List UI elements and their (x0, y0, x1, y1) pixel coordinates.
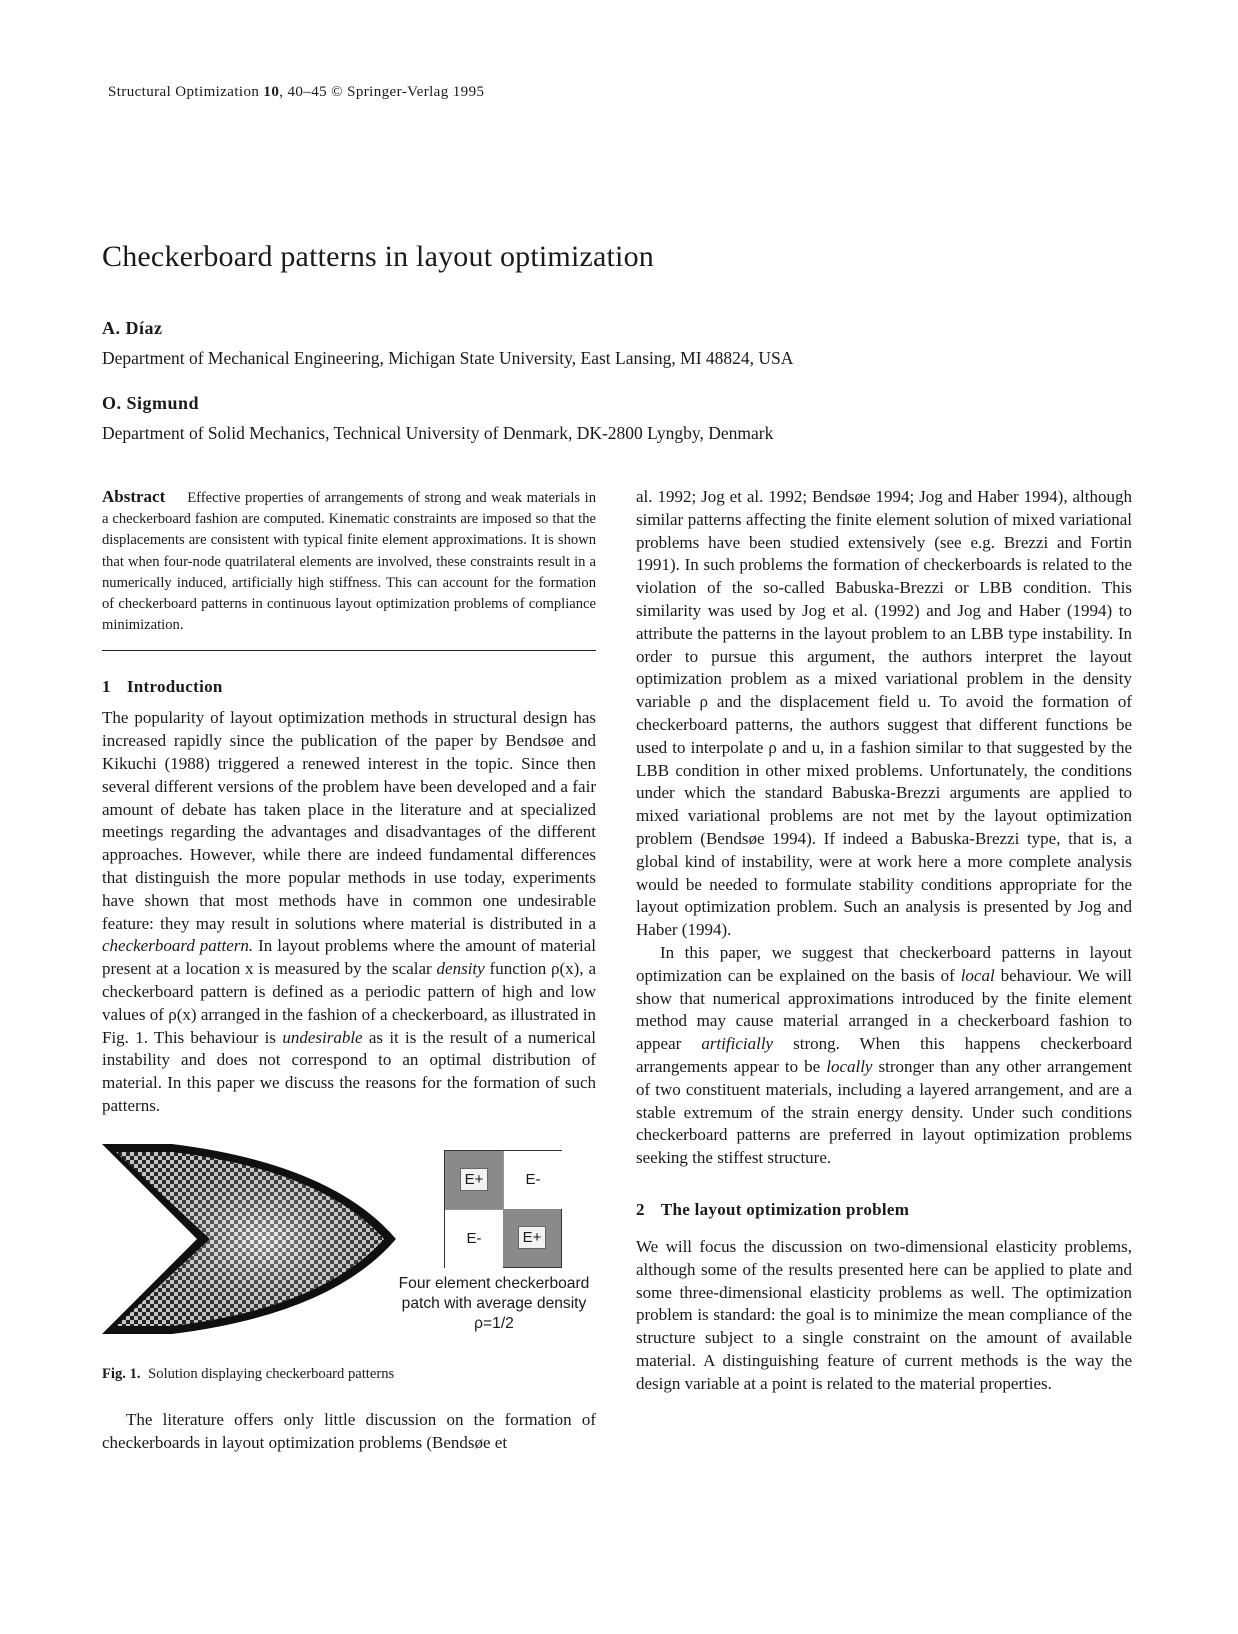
left-column (102, 486, 596, 1454)
journal-volume: 10 (263, 84, 280, 100)
body-paragraph: We will focus the discussion on two-dimensional elasticity problems, although some of the results presented here can be applied to plate and some three-dimensional elasticity problems as well. The optimization problem is standard: the goal is to minimize the mean compliance of the structure subject to a single constraint on the amount of available material. A distinguishing feature of current methods is the way the design variable at a point is related to the material properties. (636, 1236, 1132, 1393)
figure-1 (102, 1144, 596, 1344)
patch-cell: E+ (445, 1151, 503, 1209)
section-heading (636, 1200, 1132, 1220)
abstract-divider (102, 650, 596, 651)
intro-paragraph: The popularity of layout optimization methods in structural design has increased rapidly since the publication of the paper by Bendsøe and Kikuchi (1988) triggered a renewed interest in the topic. Since then several different versions of the problem have been developed and a fair amount of debate has taken place in the literature and at specialized meetings regarding the advantages and disadvantages of the different approaches. However, while there are indeed fundamental differences that distinguish the more popular methods in use today, experiments have shown that most methods have in common one undesirable feature: they may result in solutions where material is distributed in a checkerboard pattern. In layout problems where the amount of material present at a location x is measured by the scalar density function ρ(x), a checkerboard pattern is defined as a periodic pattern of high and low values of ρ(x) arranged in the fashion of a checkerboard, as illustrated in Fig. 1. This behaviour is undesirable as it is the result of a numerical instability and does not correspond to an optimal distribution of material. In this paper we discuss the reasons for the formation of such patterns. (102, 708, 597, 1115)
author-name: O. Sigmund (102, 393, 200, 413)
intro-paragraph: The literature offers only little discussion on the formation of checkerboards in layout optimization problems (Bendsøe et (102, 1409, 596, 1452)
figure-caption: Fig. 1. Solution displaying checkerboard patterns (102, 1365, 395, 1382)
section-heading (102, 677, 596, 697)
journal-name: Structural Optimization (108, 84, 260, 100)
body-paragraph: In this paper, we suggest that checkerboard patterns in layout optimization can be explained on the basis of local behaviour. We will show that numerical approximations introduced by the finite element method may cause material arranged in a checkerboard fashion to appear artificially strong. When this happens checkerboard arrangements appear to be locally stronger than any other arrangement of two constituent materials, including a layered arrangement, and are a stable extremum of the strain energy density. Under such conditions checkerboard patterns are preferred in layout optimization problems seeking the stiffest structure. (636, 942, 1133, 1168)
journal-pages: , 40–45 © Springer-Verlag 1995 (279, 84, 485, 100)
section-title: Introduction (126, 677, 223, 697)
patch-cell: E- (445, 1209, 503, 1268)
author-affiliation: Department of Mechanical Engineering, Michigan State University, East Lansing, MI 48824, USA (102, 348, 794, 368)
right-column (636, 486, 1132, 1395)
section-number: 2 (636, 1199, 645, 1219)
checkerboard-patch (444, 1150, 562, 1268)
patch-caption: Four element checkerboard patch with average density ρ=1/2 (398, 1274, 590, 1332)
paper-title: Checkerboard patterns in layout optimization (102, 240, 654, 273)
patch-cell: E- (503, 1151, 562, 1209)
checkerboard-solution-image (102, 1144, 396, 1334)
journal-citation (108, 84, 484, 101)
abstract (102, 486, 596, 636)
section-number: 1 (102, 677, 111, 697)
abstract-text: Effective properties of arrangements of strong and weak materials in a checkerboard fashion are computed. Kinematic constraints are imposed so that the displacements are consistent with typical finite element approximations. It is shown that when four-node quatrilateral elements are involved, these constraints result in a numerically induced, artificially high stiffness. This can account for the formation of checkerboard patterns in continuous layout optimization problems of compliance minimization. (102, 490, 596, 634)
section-title: The layout optimization problem (660, 1199, 910, 1219)
patch-cell: E+ (503, 1209, 561, 1267)
abstract-label: Abstract (102, 487, 166, 506)
author-name: A. Díaz (102, 318, 163, 338)
body-paragraph: al. 1992; Jog et al. 1992; Bendsøe 1994; Jog and Haber 1994), although similar patterns affecting the finite element solution of mixed variational problems have been studied extensively (see e.g. Brezzi and Fortin 1991). In such problems the formation of checkerboards is related to the violation of the so-called Babuska-Brezzi or LBB condition. This similarity was used by Jog et al. (1992) and Jog and Haber (1994) to attribute the patterns in the layout problem to an LBB type instability. In order to pursue this argument, the authors interpret the layout optimization problem as a mixed variational problem in the density variable ρ and the displacement field u. To avoid the formation of checkerboard patterns, the authors suggest that different functions be used to interpolate ρ and u, in a fashion similar to that suggested by the LBB condition in other mixed problems. Unfortunately, the conditions under which the standard Babuska-Brezzi arguments are applied to mixed variational problems are not met by the layout optimization problem (Bendsøe 1994). If indeed a Babuska-Brezzi type, that is, a global kind of instability, were at work here a more complete analysis would be needed to formulate stability conditions appropriate for the layout optimization problem. Such an analysis is presented by Jog and Haber (1994). (636, 487, 1132, 940)
author-affiliation: Department of Solid Mechanics, Technical University of Denmark, DK-2800 Lyngby, Denmark (102, 423, 774, 443)
